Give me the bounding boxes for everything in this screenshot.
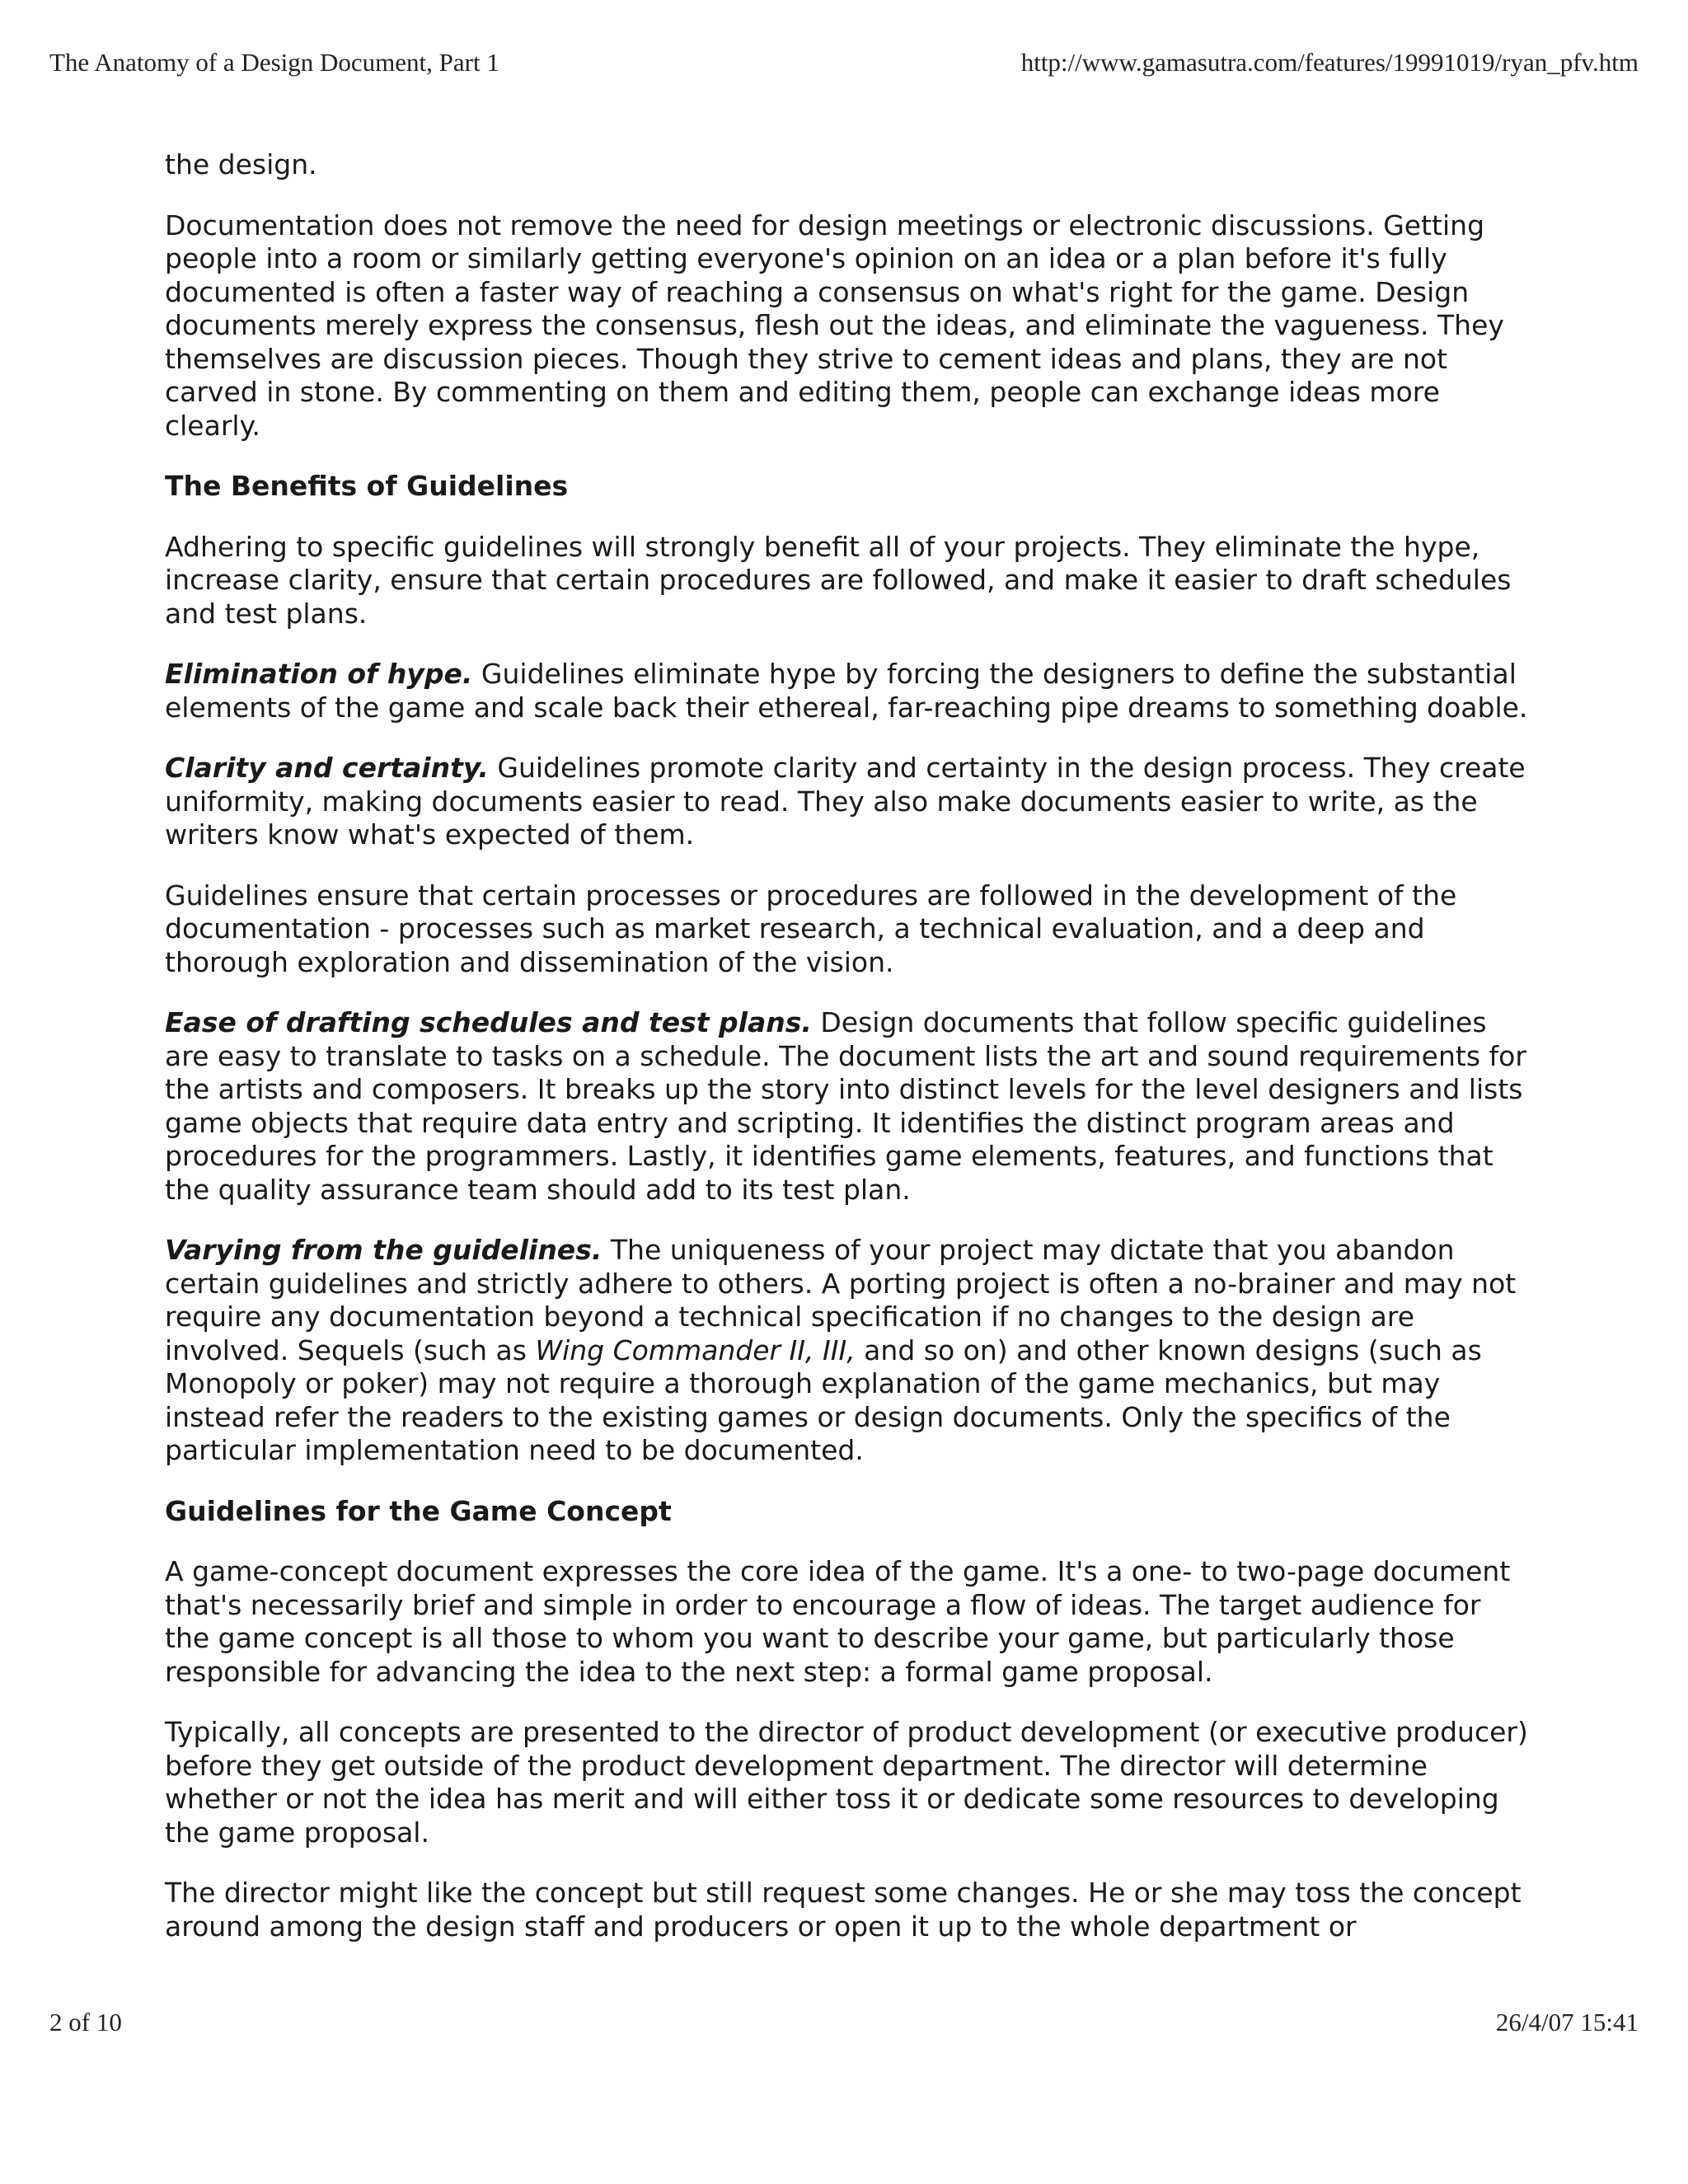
paragraph-processes: Guidelines ensure that certain processes or procedures are followed in the development of the documentation - processes such as market research, a technical evaluation, and a deep and thorough exploration and dissemination of the vision. [165,879,1457,978]
paragraph-continuation: the design. [165,148,317,180]
text-varying-part-2: and so on) and other known designs (such as Monopoly or poker) may not require a thorough explanation of the game mechanics, but may instead refer the readers to the existing games or design documents. Only the specifics of the particular implementation need to be documented. [165,1333,1482,1466]
paragraph-varying-from-guidelines [165,1234,1533,1468]
paragraph-typically: Typically, all concepts are presented to the director of product development (or executive producer) before they get outside of the product development department. The director will determine whether or not the idea has merit and will either toss it or dedicate some resources to developing the game proposal. [165,1716,1528,1849]
source-url: http://www.gamasutra.com/features/19991019/ryan_pfv.htm [1020,48,1639,77]
paragraph-elimination-of-hype [165,658,1533,724]
text-elimination-of-hype: Guidelines eliminate hype by forcing the designers to define the substantial elements of the game and scale back their ethereal, far-reaching pipe dreams to something doable. [165,658,1528,724]
paragraph-ease-of-drafting [165,1006,1533,1207]
paragraph-director: The director might like the concept but still request some changes. He or she may toss the concept around among the design staff and producers or open it up to the whole department or [165,1877,1522,1943]
paragraph-game-concept: A game-concept document expresses the core idea of the game. It's a one- to two-page document that's necessarily brief and simple in order to encourage a flow of ideas. The target audience for the game concept is all those to whom you want to describe your game, but particularly those responsible for advancing the idea to the next step: a formal game proposal. [165,1555,1511,1688]
paragraph-documentation: Documentation does not remove the need for design meetings or electronic discussions. Getting people into a room or similarly getting everyone's opinion on an idea or a plan before it's fully documented is often a faster way of reaching a consensus on what's right for the game. Design documents merely express the consensus, flesh out the ideas, and eliminate the vagueness. They themselves are discussion pieces. Though they strive to cement ideas and plans, they are not carved in stone. By commenting on them and editing them, people can exchange ideas more clearly. [165,209,1504,442]
lead-elimination-of-hype: Elimination of hype. [165,658,473,690]
lead-ease-of-drafting: Ease of drafting schedules and test plans. [165,1006,812,1038]
document-title: The Anatomy of a Design Document, Part 1 [49,48,499,77]
article-body [165,148,1533,1971]
heading-guidelines-game-concept: Guidelines for the Game Concept [165,1494,672,1527]
text-clarity-and-certainty: Guidelines promote clarity and certainty in the design process. They create uniformity, making documents easier to read. They also make documents easier to write, as the writers know what's expected of them. [165,752,1526,851]
game-title-reference: Wing Commander II, III, [535,1333,856,1366]
page-number: 2 of 10 [49,2008,122,2036]
heading-benefits-of-guidelines: The Benefits of Guidelines [165,470,569,502]
paragraph-adhering: Adhering to specific guidelines will strongly benefit all of your projects. They eliminate the hype, increase clarity, ensure that certain procedures are followed, and make it easier to draft schedules and test plans. [165,530,1512,630]
print-header [49,48,1639,77]
print-timestamp: 26/4/07 15:41 [1495,2008,1639,2036]
paragraph-clarity-and-certainty [165,752,1533,852]
text-ease-of-drafting: Design documents that follow specific guidelines are easy to translate to tasks on a schedule. The document lists the art and sound requirements for the artists and composers. It breaks up the story into distinct levels for the level designers and lists game objects that require data entry and scripting. It identifies the distinct program areas and procedures for the programmers. Lastly, it identifies game elements, features, and functions that the quality assurance team should add to its test plan. [165,1006,1526,1206]
lead-clarity-and-certainty: Clarity and certainty. [165,752,489,784]
print-footer [49,2008,1639,2037]
text-varying-part-1: The uniqueness of your project may dictate that you abandon certain guidelines and strictly adhere to others. A porting project is often a no-brainer and may not require any documentation beyond a technical specification if no changes to the design are involved. Sequels (such as [165,1234,1517,1366]
lead-varying-from-guidelines: Varying from the guidelines. [165,1234,603,1266]
